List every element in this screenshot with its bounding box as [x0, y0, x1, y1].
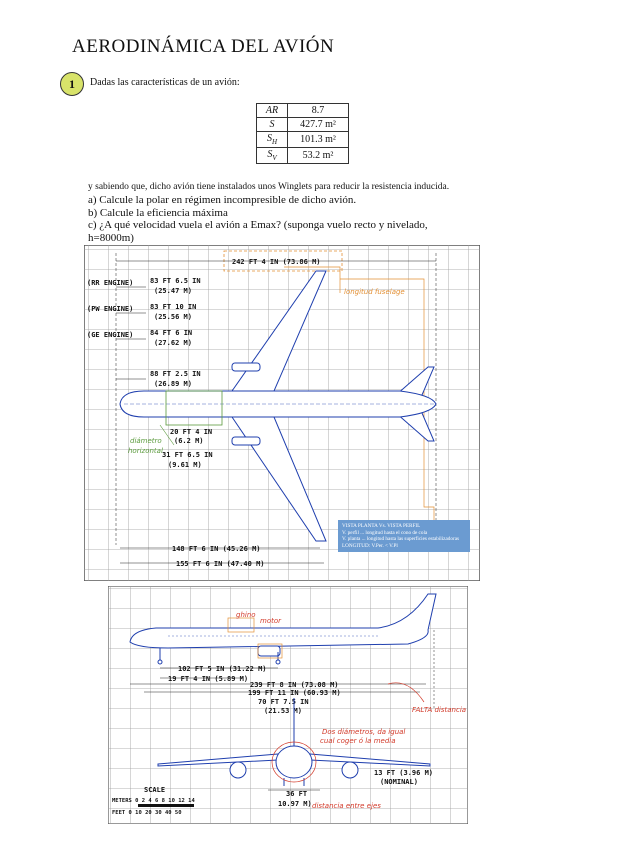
engine-label: (RR ENGINE)	[87, 279, 134, 287]
intro-text: Dadas las características de un avión:	[90, 77, 240, 88]
dimension-102: 102 FT 5 IN (31.22 M)	[178, 665, 267, 673]
dimension-20m: (6.2 M)	[174, 437, 204, 445]
diameter-annotation: horizontal	[128, 447, 163, 455]
note-line: VISTA PLANTA Vs. VISTA PERFIL	[342, 523, 421, 529]
dimension-148: 148 FT 6 IN (45.26 M)	[172, 545, 261, 553]
view-comparison-note	[338, 520, 470, 552]
diameter-annotation: diámetro	[130, 437, 162, 445]
page-title: AERODINÁMICA DEL AVIÓN	[72, 36, 335, 57]
task-a: a) Calcule la polar en régimen incompresible de dicho avión.	[88, 194, 357, 206]
entre-ejes-annotation: distancia entre ejes	[312, 802, 381, 810]
task-c: c) ¿A qué velocidad vuela el avión a Emax? (suponga vuelo recto y nivelado, h=8000m)	[88, 219, 428, 244]
fuselage-annotation: longitud fuselage	[344, 288, 405, 296]
flow-annotation: ghino	[236, 611, 256, 619]
motor-annotation: motor	[260, 617, 282, 625]
table-key: $S_H$	[257, 132, 288, 148]
note-line: V. planta ... longitud hasta las superficies estabilizadoras	[342, 536, 460, 543]
winglets-text: y sabiendo que, dicho avión tiene instalados unos Winglets para reducir la resistencia inducida.	[88, 182, 450, 192]
dimension-199: 199 FT 11 IN (60.93 M)	[248, 689, 341, 697]
dimension-36ft: 36 FT	[286, 790, 308, 798]
span-dimension: 242 FT 4 IN (73.86 M)	[232, 258, 321, 266]
dimension-88m: (26.89 M)	[154, 380, 192, 388]
dimension-155: 155 FT 6 IN (47.40 M)	[176, 560, 265, 568]
table-value: 53.2 m²	[288, 148, 349, 164]
dimension-239: 239 FT 8 IN (73.08 M)	[250, 681, 339, 689]
table-key: $S_V$	[257, 148, 288, 164]
engine-label: (PW ENGINE)	[87, 305, 134, 313]
table-row	[257, 104, 349, 118]
dimension-70ft: 70 FT 7.5 IN	[258, 698, 309, 706]
note-line: V. perfil ... longitud hasta el cono de cola	[342, 529, 428, 536]
scale-meters: METERS 0 2 4 6 8 10 12 14	[112, 798, 195, 804]
diameters-annotation: cual coger ó la media	[320, 737, 396, 745]
note-line: LONGITUD: V.Per. < V.Pl	[342, 542, 398, 549]
table-value: 8.7	[288, 104, 349, 118]
engine-dim-ft: 83 FT 6.5 IN	[150, 277, 201, 285]
engine-dim-m: (27.62 M)	[154, 339, 192, 347]
dimension-70m: (21.53 M)	[264, 707, 302, 715]
table-key: AR	[257, 104, 288, 118]
engine-dim-m: (25.47 M)	[154, 287, 192, 295]
table-row	[257, 132, 349, 148]
dimension-31ft: 31 FT 6.5 IN	[162, 451, 213, 459]
engine-label: (GE ENGINE)	[87, 331, 134, 339]
falta-annotation: FALTA distancia	[412, 706, 467, 714]
dimension-36m: 10.97 M)	[278, 800, 312, 808]
task-list	[88, 194, 448, 244]
engine-dim-ft: 84 FT 6 IN	[150, 329, 193, 337]
dimension-13m: (NOMINAL)	[380, 778, 418, 786]
dimension-88ft: 88 FT 2.5 IN	[150, 370, 201, 378]
characteristics-table	[256, 103, 349, 164]
side-view-figure	[108, 586, 468, 824]
dimension-20ft: 20 FT 4 IN	[170, 428, 213, 436]
engine-dim-ft: 83 FT 10 IN	[150, 303, 197, 311]
table-row	[257, 118, 349, 132]
table-row	[257, 148, 349, 164]
dimension-31m: (9.61 M)	[168, 461, 202, 469]
dimension-19: 19 FT 4 IN (5.89 M)	[168, 675, 249, 683]
scale-feet: FEET 0 10 20 30 40 50	[112, 810, 182, 816]
problem-number-badge: 1	[60, 72, 84, 96]
engine-dim-m: (25.56 M)	[154, 313, 192, 321]
table-value: 101.3 m²	[288, 132, 349, 148]
dimension-13ft: 13 FT (3.96 M)	[374, 769, 434, 777]
scale-label: SCALE	[144, 786, 166, 794]
task-b: b) Calcule la eficiencia máxima	[88, 206, 228, 219]
table-value: 427.7 m²	[288, 118, 349, 132]
table-key: S	[257, 118, 288, 132]
diameters-annotation: Dos diámetros, da igual	[322, 728, 406, 736]
